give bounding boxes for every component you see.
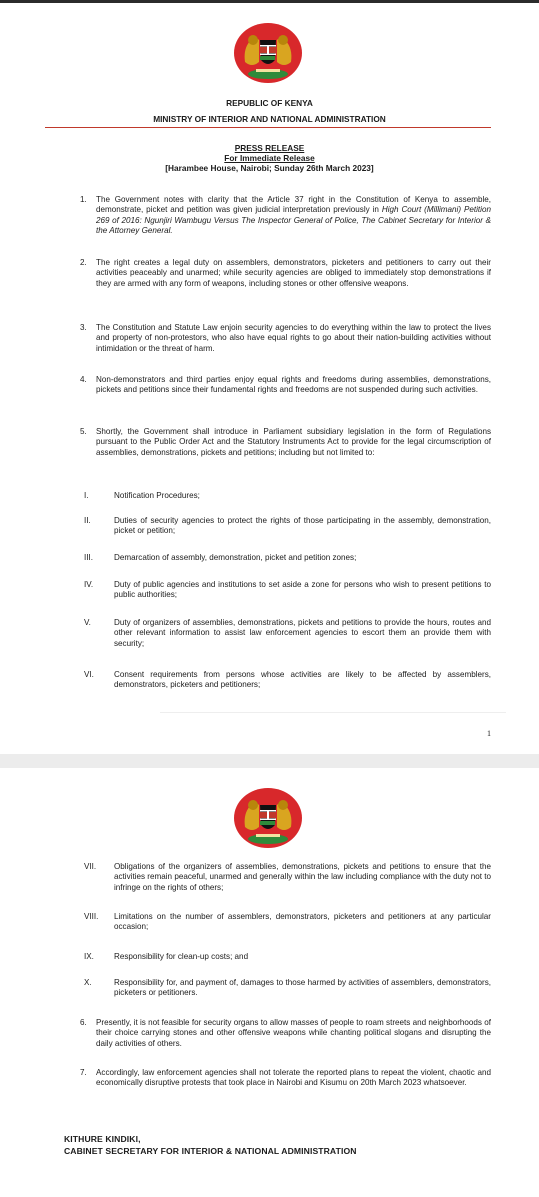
coat-of-arms-icon: [233, 22, 303, 84]
signatory-name: KITHURE KINDIKI,: [64, 1134, 141, 1144]
paragraph-text: Presently, it is not feasible for security organs to allow masses of people to roam streets and neighborhoods of their choice carrying stones and other offensive weapons while chanting political slogans and disrupting the daily activities of others.: [96, 1018, 491, 1048]
list-item-number: IV.: [84, 580, 94, 589]
header-rule: [45, 127, 491, 128]
list-item-text: Duty of public agencies and institutions to set aside a zone for persons who wish to present petitions to public authorities;: [114, 580, 491, 600]
paragraph-number: 2.: [80, 258, 87, 267]
list-item: [84, 491, 491, 501]
page-break: [0, 754, 539, 768]
list-item-number: VI.: [84, 670, 94, 679]
list-item: [84, 862, 491, 893]
paragraph-5: [80, 427, 491, 458]
press-release-block: [0, 143, 539, 173]
paragraph-6: [80, 1018, 491, 1049]
paragraph-number: 1.: [80, 195, 87, 204]
ministry-heading: MINISTRY OF INTERIOR AND NATIONAL ADMINISTRATION: [153, 114, 386, 124]
paragraph-text: The right creates a legal duty on assemblers, demonstrators, picketers and petitioners to carry out their activities peaceably and unarmed; while security agencies are obliged to immediately stop demonstrations if they are armed with any form of weapons, including stones or other offensive weapons.: [96, 258, 491, 288]
list-item: [84, 670, 491, 691]
press-release-subtitle: For Immediate Release: [224, 153, 315, 163]
list-item: [84, 553, 491, 563]
list-item-number: X.: [84, 978, 92, 987]
list-item-text: Limitations on the number of assemblers, demonstrators, picketers and petitioners at any particular occasion;: [114, 912, 491, 932]
paragraph-2: [80, 258, 491, 289]
list-item-text: Duty of organizers of assemblies, demonstrations, pickets and petitions to provide the hours, routes and other relevant information to assist law enforcement agencies to escort them an provide them with security;: [114, 618, 491, 648]
page-number: 1: [487, 729, 491, 738]
list-item-text: Notification Procedures;: [114, 491, 200, 500]
list-item-number: II.: [84, 516, 91, 525]
list-item-number: VII.: [84, 862, 97, 871]
list-item-text: Responsibility for, and payment of, damages to those harmed by activities of assemblers, demonstrators, picketers or petitioners.: [114, 978, 491, 998]
press-release-title: PRESS RELEASE: [234, 143, 305, 153]
paragraph-7: [80, 1068, 491, 1089]
list-item-text: Obligations of the organizers of assemblies, demonstrations, pickets and petitions to ensure that the activities remain peaceful, unarmed and generally within the law including compliance with the duty not to infringe on the rights of others;: [114, 862, 491, 892]
list-item: [84, 618, 491, 649]
paragraph-italic-citation: High Court (Millimani) Petition 269 of 2016: Ngunjiri Wambugu Versus The Inspector General of Police, The Cabinet Secretary for Interior & the Attorney General.: [96, 205, 491, 236]
list-item: [84, 516, 491, 537]
paragraph-number: 6.: [80, 1018, 87, 1027]
list-item: [84, 978, 491, 999]
list-item: [84, 912, 491, 933]
coat-of-arms-emblem: [233, 22, 303, 84]
paragraph-4: [80, 375, 491, 396]
list-item-number: V.: [84, 618, 91, 627]
paragraph-number: 4.: [80, 375, 87, 384]
paragraph-text: The Constitution and Statute Law enjoin security agencies to do everything within the law to protect the lives and property of non-protestors, who also have equal rights to go about their nation-building activities without intimidation or the threat of harm.: [96, 323, 491, 353]
paragraph-text: Non-demonstrators and third parties enjoy equal rights and freedoms during assemblies, demonstrations, pickets and petitions since their fundamental rights and freedoms are not suspended during such activities.: [96, 375, 491, 395]
coat-of-arms-emblem-page-2: [233, 787, 303, 849]
coat-of-arms-icon: [233, 787, 303, 849]
list-item-number: IX.: [84, 952, 94, 961]
paragraph-number: 5.: [80, 427, 87, 436]
paragraph-text: The Government notes with clarity that the Article 37 right in the Constitution of Kenya to assemble, demonstrate, picket and petition was given judicial interpretation previously in: [96, 195, 491, 215]
signature-block: [64, 1133, 357, 1157]
list-item-number: I.: [84, 491, 89, 500]
paragraph-1: [80, 195, 491, 237]
press-release-dateline: [Harambee House, Nairobi; Sunday 26th March 2023]: [165, 163, 374, 173]
paragraph-text: Shortly, the Government shall introduce in Parliament subsidiary legislation in the form of Regulations pursuant to the Public Order Act and the Statutory Instruments Act to provide for the legal circumscription of assemblies, demonstrations, pickets and petitions; including but not limited to:: [96, 427, 491, 457]
paragraph-number: 3.: [80, 323, 87, 332]
republic-heading: REPUBLIC OF KENYA: [226, 98, 313, 108]
list-item-text: Duties of security agencies to protect the rights of those participating in the assembly, demonstration, picket or petition;: [114, 516, 491, 536]
paragraph-text: Accordingly, law enforcement agencies shall not tolerate the reported plans to repeat the violent, chaotic and economically disruptive protests that took place in Nairobi and Kisumu on 20th March 2023 whatsoever.: [96, 1068, 491, 1088]
list-item: [84, 952, 491, 962]
signatory-title: CABINET SECRETARY FOR INTERIOR & NATIONAL ADMINISTRATION: [64, 1146, 357, 1156]
footer-divider: [160, 712, 506, 713]
list-item-number: III.: [84, 553, 93, 562]
paragraph-3: [80, 323, 491, 354]
list-item: [84, 580, 491, 601]
list-item-text: Responsibility for clean-up costs; and: [114, 952, 249, 961]
list-item-text: Demarcation of assembly, demonstration, picket and petition zones;: [114, 553, 357, 562]
list-item-text: Consent requirements from persons whose activities are likely to be affected by assemblers, demonstrators, picketers and petitioners;: [114, 670, 491, 690]
page-top-edge: [0, 0, 539, 3]
paragraph-number: 7.: [80, 1068, 87, 1077]
list-item-number: VIII.: [84, 912, 99, 921]
